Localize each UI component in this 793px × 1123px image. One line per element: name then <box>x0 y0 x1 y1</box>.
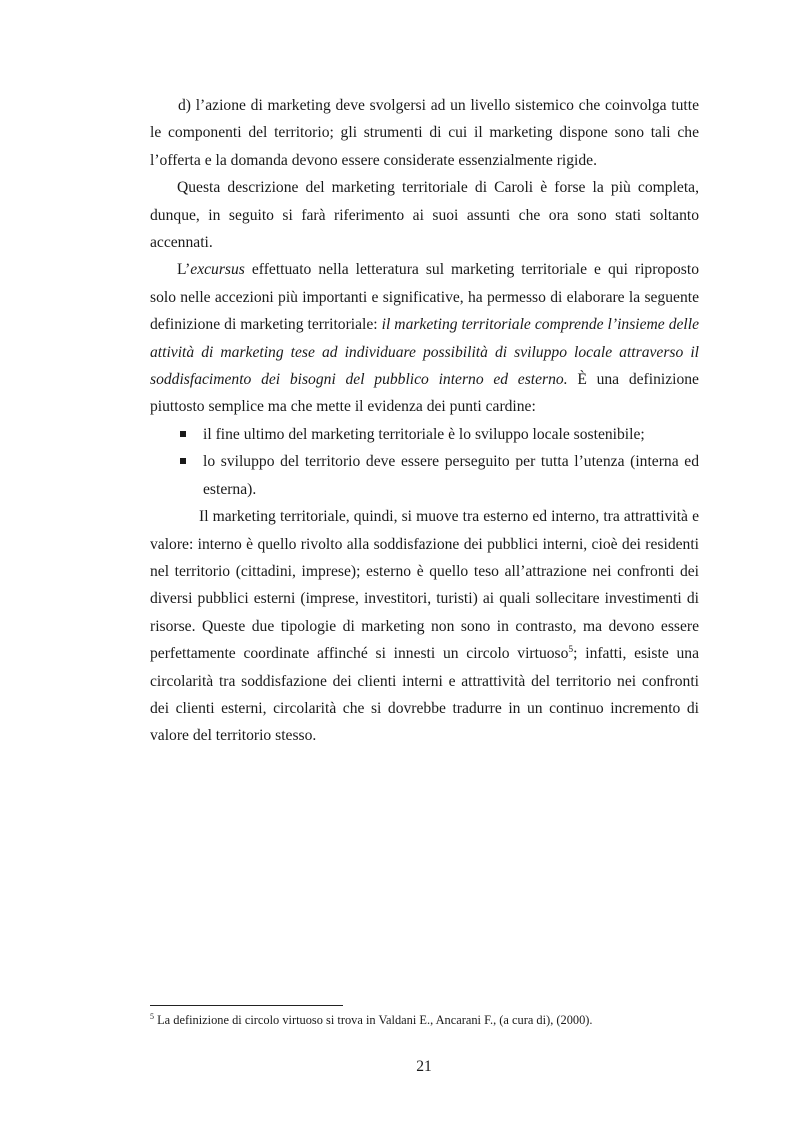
footnote-number: 5 <box>150 1011 154 1021</box>
body-text <box>150 92 699 750</box>
list-item-text: il fine ultimo del marketing territoriale è lo sviluppo locale sostenibile; <box>203 425 645 443</box>
list-item <box>150 448 699 503</box>
square-bullet-icon <box>180 458 186 464</box>
paragraph-definition-intro: L’ <box>177 261 191 279</box>
paragraph-definition-body: effettuato nella letteratura sul marketing territoriale e qui riproposto solo nelle accezioni più importanti e significative, ha permesso di elaborare la seguente definizione di marketing territoriale: <box>150 261 699 334</box>
paragraph-internal-external <box>150 503 699 750</box>
list-item-text: lo sviluppo del territorio deve essere perseguito per tutta l’utenza (interna ed esterna). <box>203 453 699 498</box>
paragraph-caroli-description: Questa descrizione del marketing territoriale di Caroli è forse la più completa, dunque, in seguito si farà riferimento ai suoi assunti che ora sono stati soltanto accennati. <box>150 179 699 252</box>
footnote-text: La definizione di circolo virtuoso si trova in Valdani E., Ancarani F., (a cura di), (2000). <box>154 1013 593 1027</box>
paragraph-definition-tail: È una definizione piuttosto semplice ma che mette il evidenza dei punti cardine: <box>150 371 699 416</box>
footnote <box>150 1012 710 1028</box>
paragraph-point-d: d) l’azione di marketing deve svolgersi ad un livello sistemico che coinvolga tutte le componenti del territorio; gli strumenti di cui il marketing dispone sono tali che l’offerta e la domanda devono essere considerate essenzialmente rigide. <box>150 97 699 169</box>
paragraph-internal-external-tail: ; infatti, esiste una circolarità tra soddisfazione dei clienti interni e attrattività del territorio nei confronti dei clienti esterni, circolarità che si dovrebbe tradurre in un continuo incremento di valore del territorio stesso. <box>150 645 699 745</box>
list-item <box>150 421 699 448</box>
paragraph-internal-external-text: Il marketing territoriale, quindi, si muove tra esterno ed interno, tra attrattività e valore: interno è quello rivolto alla soddisfazione dei pubblici interni, cioè dei residenti nel territorio (cittadini, imprese); esterno è quello teso all’attrazione nei confronti dei diversi pubblici esterni (imprese, investitori, turisti) ai quali sollecitare investimenti di risorse. Queste due tipologie di marketing non sono in contrasto, ma devono essere perfettamente coordinate affinché si innesti un circolo virtuoso <box>150 508 699 663</box>
cardinal-points-list <box>150 421 699 503</box>
footnote-reference[interactable]: 5 <box>568 644 574 655</box>
footnote-separator <box>150 1005 343 1006</box>
definition-italic: il marketing territoriale comprende l’insieme delle attività di marketing tese ad individuare possibilità di sviluppo locale attraverso il soddisfacimento dei bisogni del pubblico interno ed esterno. <box>150 316 700 389</box>
square-bullet-icon <box>180 431 186 437</box>
page-number: 21 <box>416 1058 432 1075</box>
paragraph-definition <box>150 256 699 420</box>
excursus-term: excursus <box>190 261 245 279</box>
